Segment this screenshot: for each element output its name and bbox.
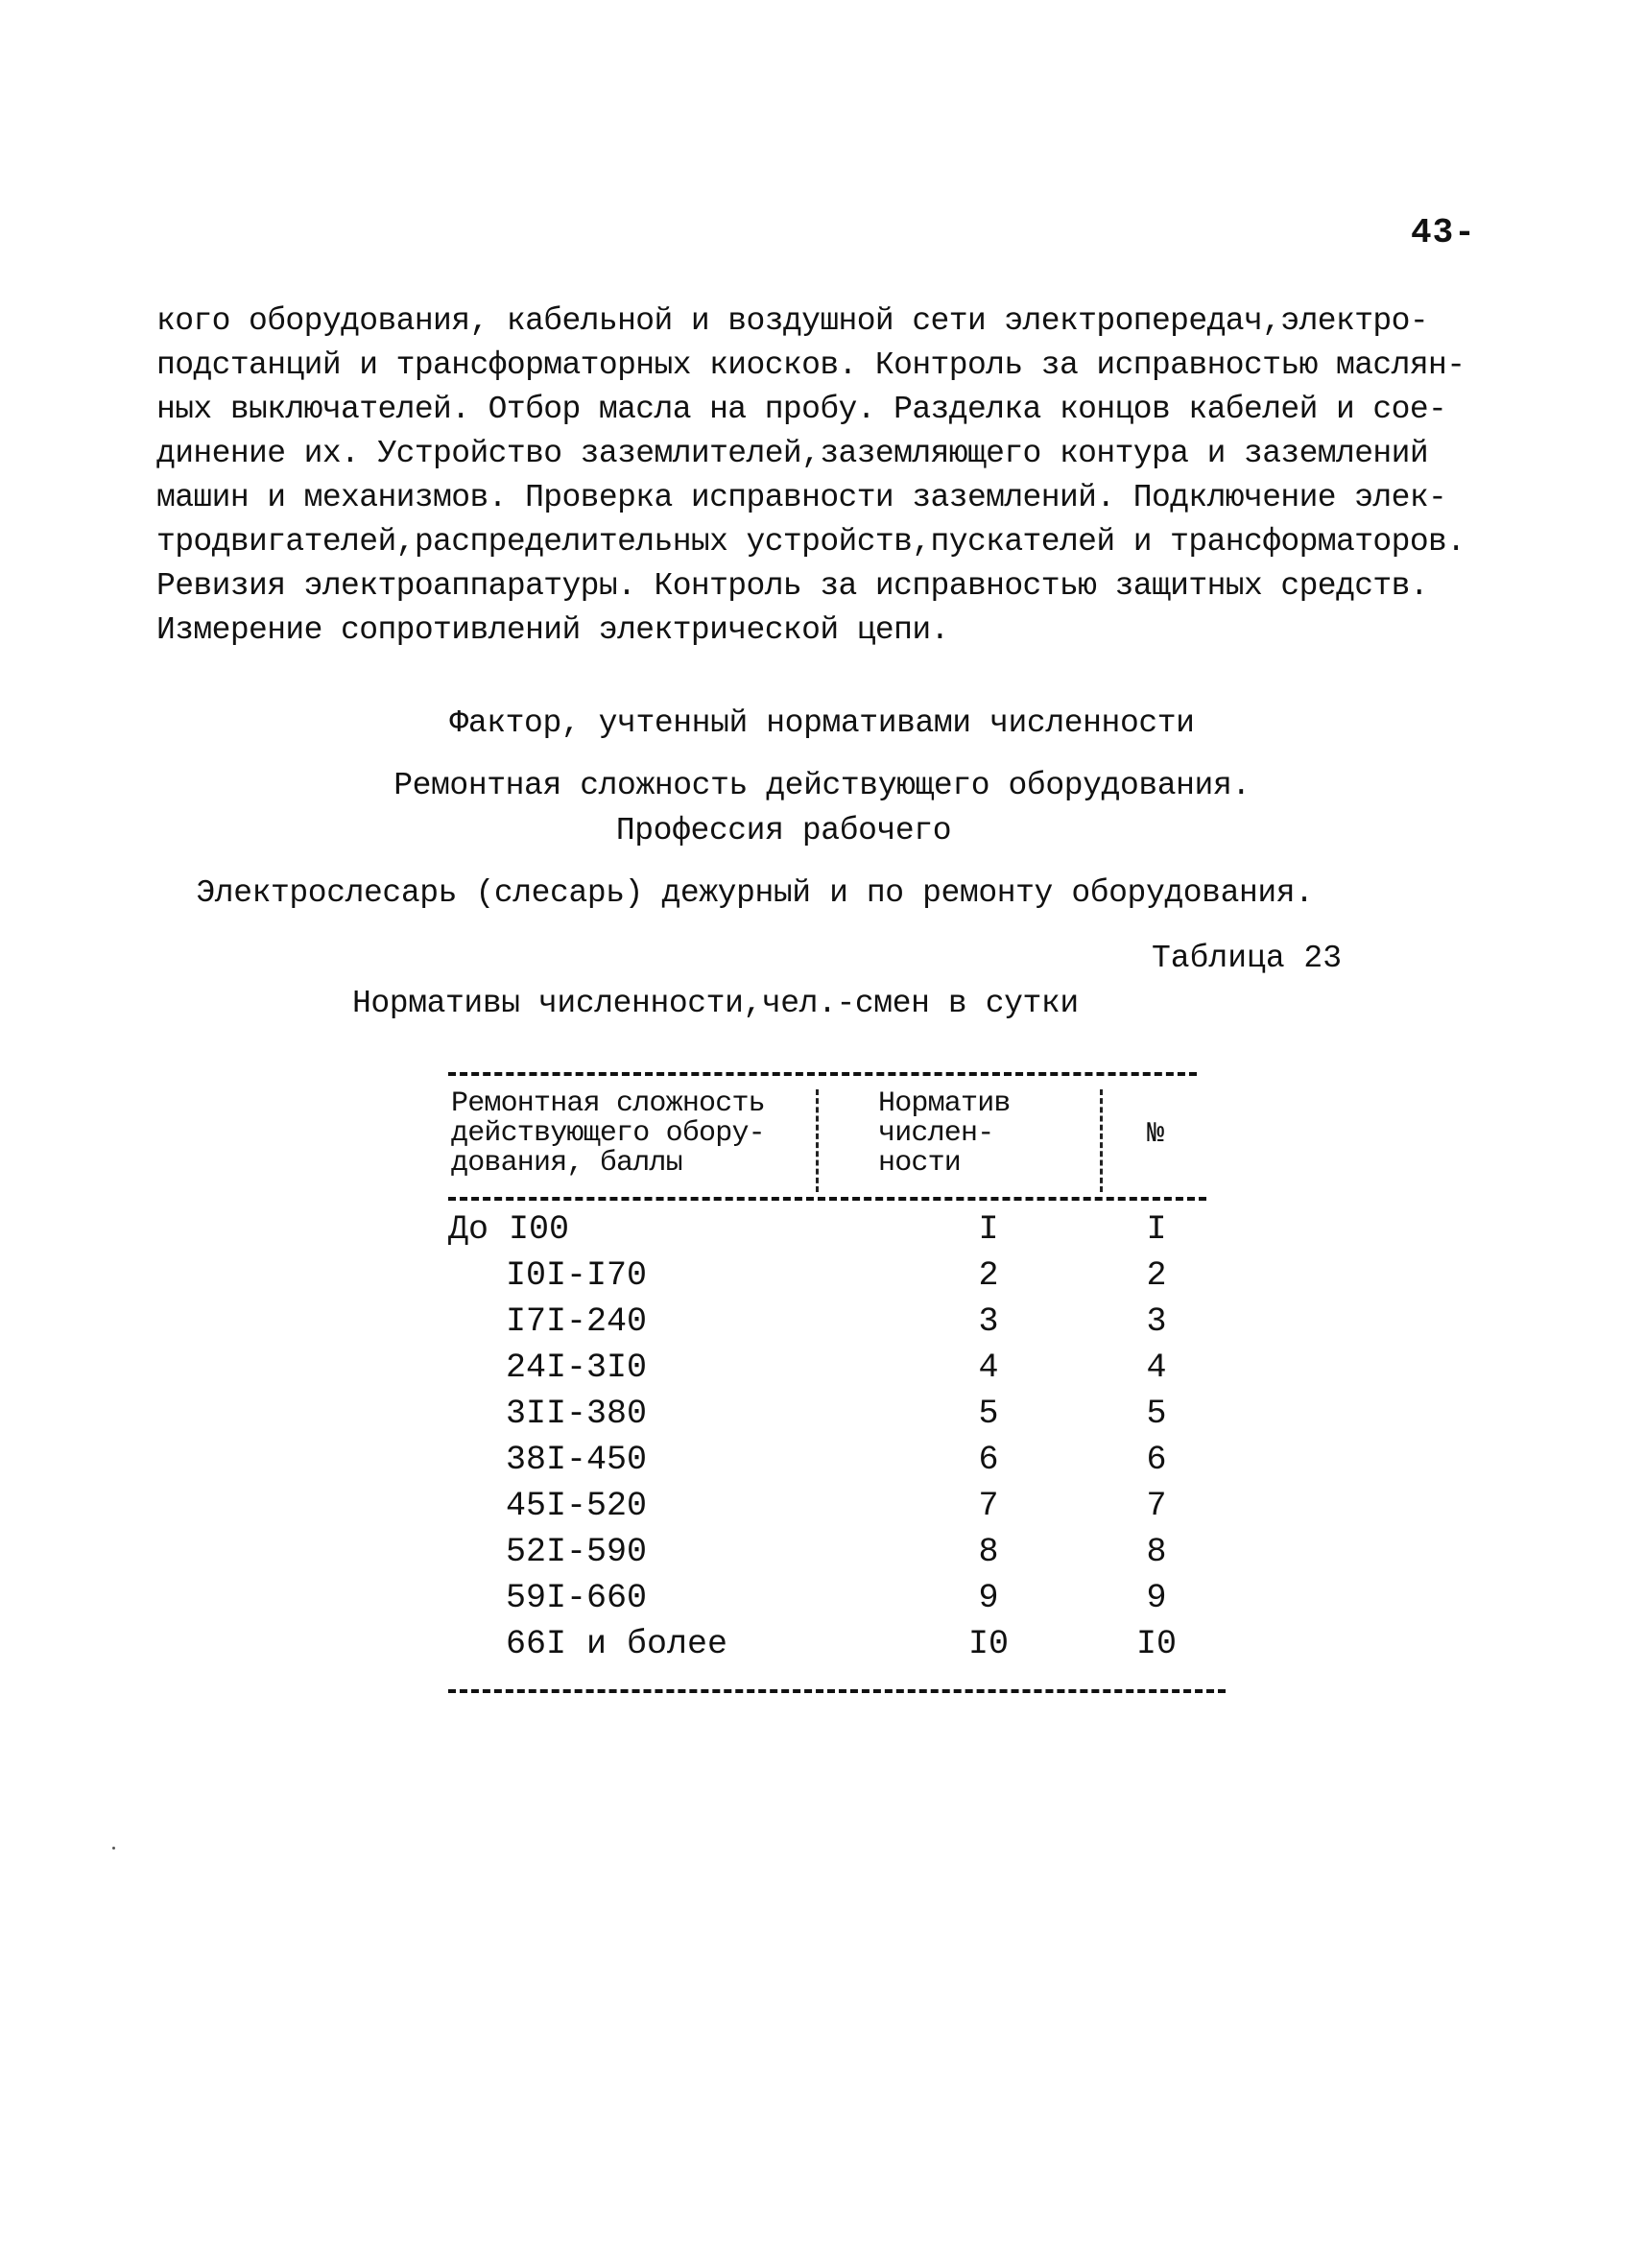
table-label: Таблица 23: [1152, 941, 1343, 976]
number-cell: I0: [1135, 1625, 1177, 1663]
norm-cell: 5: [978, 1395, 999, 1433]
paragraph-line: Ревизия электроаппаратуры. Контроль за исправностью защитных средств.: [156, 568, 1429, 604]
table-row: [0, 1206, 1644, 1253]
paragraph-line: Измерение сопротивлений электрической цепи.: [156, 612, 949, 648]
table-row: [0, 1529, 1644, 1575]
header-bottom-rule: [448, 1197, 1206, 1201]
complexity-cell: 52I-590: [506, 1533, 648, 1571]
table-row: [0, 1391, 1644, 1437]
table-row: [0, 1253, 1644, 1299]
complexity-cell: 24I-3I0: [506, 1349, 648, 1387]
body-paragraph: [156, 299, 1519, 653]
table-row: [0, 1345, 1644, 1391]
header-number: №: [1147, 1118, 1164, 1151]
number-cell: 3: [1146, 1302, 1167, 1341]
table-row: [0, 1575, 1644, 1621]
header-norm: Норматив числен- ности: [878, 1087, 1011, 1180]
paragraph-line: ных выключателей. Отбор масла на пробу. Разделка концов кабелей и сое-: [156, 392, 1447, 427]
norm-cell: 8: [978, 1533, 999, 1571]
norm-cell: I0: [967, 1625, 1009, 1663]
number-cell: 8: [1146, 1533, 1167, 1571]
complexity-cell: 3II-380: [506, 1395, 648, 1433]
complexity-cell: 66I и более: [506, 1625, 728, 1663]
complexity-cell: 38I-450: [506, 1441, 648, 1479]
table-row: [0, 1299, 1644, 1345]
header-repair-complexity: Ремонтная сложность действующего обору- дования, баллы: [451, 1087, 765, 1180]
paragraph-line: динение их. Устройство заземлителей,заземляющего контура и заземлений: [156, 436, 1429, 471]
norm-cell: 2: [978, 1256, 999, 1295]
header-divider: [816, 1089, 819, 1192]
paragraph-line: кого оборудования, кабельной и воздушной сети электропередач,электро-: [156, 303, 1429, 339]
norm-cell: 4: [978, 1349, 999, 1387]
header-divider: [1100, 1089, 1103, 1192]
table-top-rule: [448, 1072, 1197, 1076]
profession-value: Электрослесарь (слесарь) дежурный и по ремонту оборудования.: [196, 875, 1314, 911]
norm-cell: 6: [978, 1441, 999, 1479]
factor-heading: Фактор, учтенный нормативами численности: [449, 705, 1195, 741]
table-bottom-rule: [448, 1689, 1226, 1693]
number-cell: 6: [1146, 1441, 1167, 1479]
paragraph-line: подстанций и трансформаторных киосков. Контроль за исправностью маслян-: [156, 347, 1465, 383]
table-row: [0, 1483, 1644, 1529]
complexity-cell: До I00: [448, 1210, 570, 1249]
norm-cell: 9: [978, 1579, 999, 1617]
complexity-cell: 59I-660: [506, 1579, 648, 1617]
table-row: [0, 1621, 1644, 1667]
norm-cell: 7: [978, 1487, 999, 1525]
complexity-cell: 45I-520: [506, 1487, 648, 1525]
norm-cell: 3: [978, 1302, 999, 1341]
number-cell: 2: [1146, 1256, 1167, 1295]
page-number: 43-: [1411, 213, 1476, 252]
number-cell: 4: [1146, 1349, 1167, 1387]
complexity-cell: I7I-240: [506, 1302, 648, 1341]
paragraph-line: машин и механизмов. Проверка исправности заземлений. Подключение элек-: [156, 480, 1447, 515]
number-cell: 7: [1146, 1487, 1167, 1525]
profession-heading: Профессия рабочего: [615, 813, 952, 848]
factor-value: Ремонтная сложность действующего оборудования.: [393, 768, 1251, 803]
norm-cell: I: [978, 1210, 999, 1249]
complexity-cell: I0I-I70: [506, 1256, 648, 1295]
table-caption: Нормативы численности,чел.-смен в сутки: [352, 986, 1079, 1021]
table-row: [0, 1437, 1644, 1483]
number-cell: 9: [1146, 1579, 1167, 1617]
scan-speck: [112, 1847, 115, 1850]
paragraph-line: тродвигателей,распределительных устройств,пускателей и трансформаторов.: [156, 524, 1465, 560]
number-cell: I: [1146, 1210, 1167, 1249]
number-cell: 5: [1146, 1395, 1167, 1433]
